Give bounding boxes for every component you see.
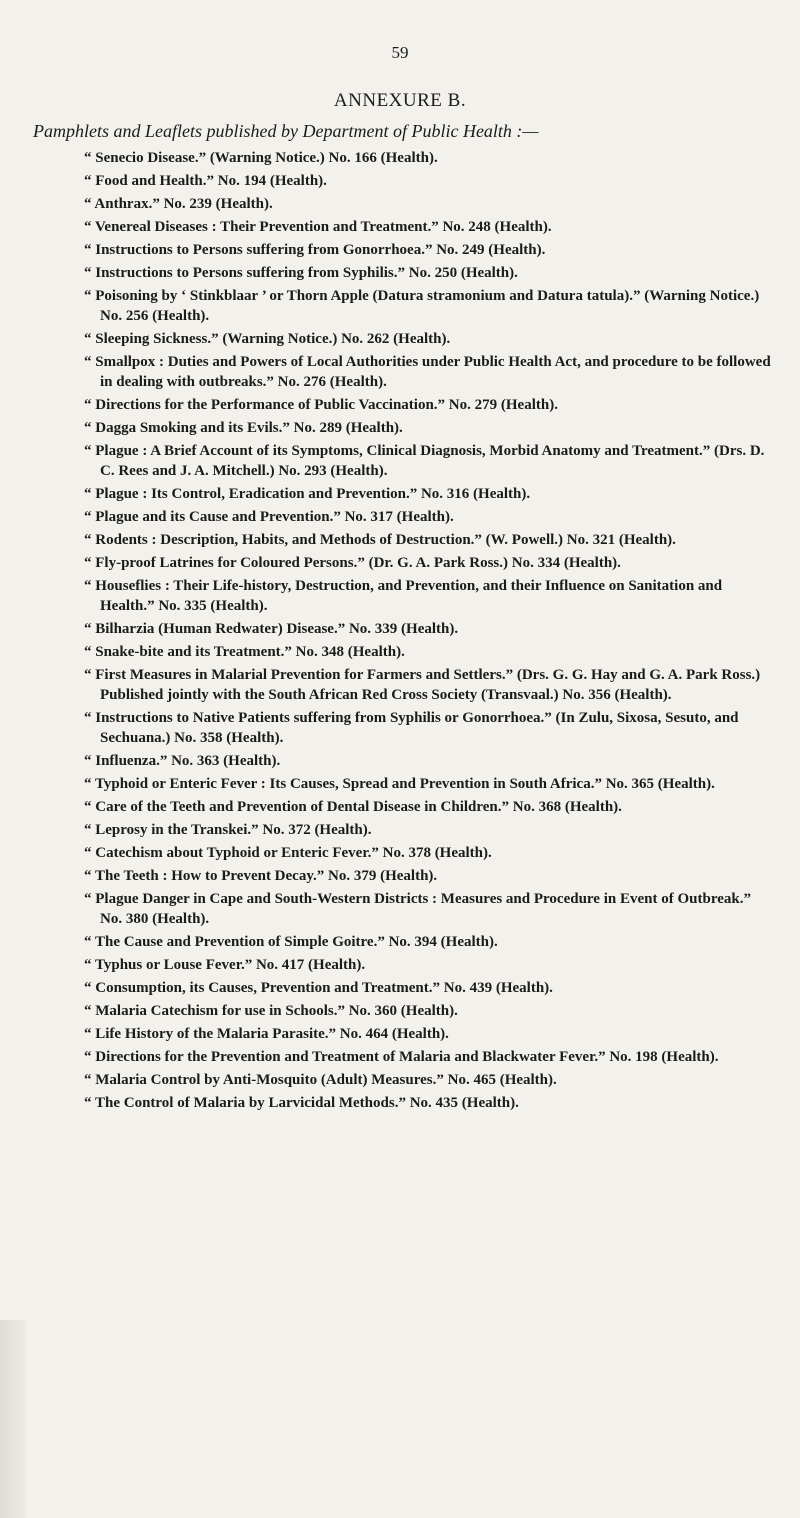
section-intro: Pamphlets and Leaflets published by Department of Public Health :— bbox=[33, 121, 539, 141]
pamphlet-entry: “ Bilharzia (Human Redwater) Disease.” No. 339 (Health). bbox=[84, 621, 459, 637]
pamphlet-list bbox=[84, 148, 774, 1116]
pamphlet-entry: “ Smallpox : Duties and Powers of Local Authorities under Public Health Act, and procedure to be followed in dealing with outbreaks.” No. 276 (Health). bbox=[84, 354, 771, 390]
pamphlet-entry: “ Care of the Teeth and Prevention of Dental Disease in Children.” No. 368 (Health). bbox=[84, 799, 622, 815]
pamphlet-entry: “ Instructions to Persons suffering from Gonorrhoea.” No. 249 (Health). bbox=[84, 242, 546, 258]
pamphlet-entry: “ Instructions to Persons suffering from Syphilis.” No. 250 (Health). bbox=[84, 265, 518, 281]
pamphlet-entry: “ Life History of the Malaria Parasite.” No. 464 (Health). bbox=[84, 1026, 449, 1042]
pamphlet-entry: “ Influenza.” No. 363 (Health). bbox=[84, 753, 281, 769]
pamphlet-entry: “ Directions for the Performance of Public Vaccination.” No. 279 (Health). bbox=[84, 397, 558, 413]
pamphlet-entry: “ Leprosy in the Transkei.” No. 372 (Health). bbox=[84, 822, 372, 838]
pamphlet-entry: “ Fly-proof Latrines for Coloured Persons.” (Dr. G. A. Park Ross.) No. 334 (Health). bbox=[84, 555, 621, 571]
pamphlet-entry: “ The Teeth : How to Prevent Decay.” No. 379 (Health). bbox=[84, 868, 438, 884]
pamphlet-entry: “ First Measures in Malarial Prevention for Farmers and Settlers.” (Drs. G. G. Hay and G. A. Park Ross.) Published jointly with the South African Red Cross Society (Transvaal.) No. 356 (Health). bbox=[84, 667, 761, 703]
pamphlet-entry: “ Plague and its Cause and Prevention.” No. 317 (Health). bbox=[84, 509, 454, 525]
pamphlet-entry: “ Senecio Disease.” (Warning Notice.) No. 166 (Health). bbox=[84, 150, 438, 166]
pamphlet-entry: “ Typhus or Louse Fever.” No. 417 (Health). bbox=[84, 957, 366, 973]
pamphlet-entry: “ Catechism about Typhoid or Enteric Fever.” No. 378 (Health). bbox=[84, 845, 492, 861]
pamphlet-entry: “ Poisoning by ‘ Stinkblaar ’ or Thorn Apple (Datura stramonium and Datura tatula).” (Warning Notice.) No. 256 (Health). bbox=[84, 288, 760, 324]
pamphlet-entry: “ Houseflies : Their Life-history, Destruction, and Prevention, and their Influence on Sanitation and Health.” No. 335 (Health). bbox=[84, 578, 723, 614]
pamphlet-entry: “ Directions for the Prevention and Treatment of Malaria and Blackwater Fever.” No. 198 (Health). bbox=[84, 1049, 719, 1065]
pamphlet-entry: “ Sleeping Sickness.” (Warning Notice.) No. 262 (Health). bbox=[84, 331, 451, 347]
pamphlet-entry: “ Rodents : Description, Habits, and Methods of Destruction.” (W. Powell.) No. 321 (Health). bbox=[84, 532, 676, 548]
pamphlet-entry: “ Food and Health.” No. 194 (Health). bbox=[84, 173, 327, 189]
pamphlet-entry: “ Instructions to Native Patients suffering from Syphilis or Gonorrhoea.” (In Zulu, Sixosa, Sesuto, and Sechuana.) No. 358 (Health). bbox=[84, 710, 739, 746]
pamphlet-entry: “ Venereal Diseases : Their Prevention and Treatment.” No. 248 (Health). bbox=[84, 219, 552, 235]
pamphlet-entry: “ Consumption, its Causes, Prevention and Treatment.” No. 439 (Health). bbox=[84, 980, 553, 996]
page-edge-shadow bbox=[0, 1320, 26, 1518]
pamphlet-entry: “ Snake-bite and its Treatment.” No. 348 (Health). bbox=[84, 644, 405, 660]
pamphlet-entry: “ Dagga Smoking and its Evils.” No. 289 (Health). bbox=[84, 420, 403, 436]
pamphlet-entry: “ The Control of Malaria by Larvicidal Methods.” No. 435 (Health). bbox=[84, 1095, 519, 1111]
annexure-title: ANNEXURE B. bbox=[333, 90, 467, 111]
pamphlet-entry: “ Plague : A Brief Account of its Symptoms, Clinical Diagnosis, Morbid Anatomy and Treatment.” (Drs. D. C. Rees and J. A. Mitchell.) No. 293 (Health). bbox=[84, 443, 765, 479]
pamphlet-entry: “ Typhoid or Enteric Fever : Its Causes, Spread and Prevention in South Africa.” No. 365 (Health). bbox=[84, 776, 715, 792]
pamphlet-entry: “ Anthrax.” No. 239 (Health). bbox=[84, 196, 273, 212]
pamphlet-entry: “ Malaria Catechism for use in Schools.” No. 360 (Health). bbox=[84, 1003, 458, 1019]
page-number: 59 bbox=[391, 43, 409, 62]
pamphlet-entry: “ Plague : Its Control, Eradication and Prevention.” No. 316 (Health). bbox=[84, 486, 531, 502]
pamphlet-entry: “ The Cause and Prevention of Simple Goitre.” No. 394 (Health). bbox=[84, 934, 498, 950]
pamphlet-entry: “ Plague Danger in Cape and South-Western Districts : Measures and Procedure in Event of Outbreak.” No. 380 (Health). bbox=[84, 891, 751, 927]
pamphlet-entry: “ Malaria Control by Anti-Mosquito (Adult) Measures.” No. 465 (Health). bbox=[84, 1072, 557, 1088]
